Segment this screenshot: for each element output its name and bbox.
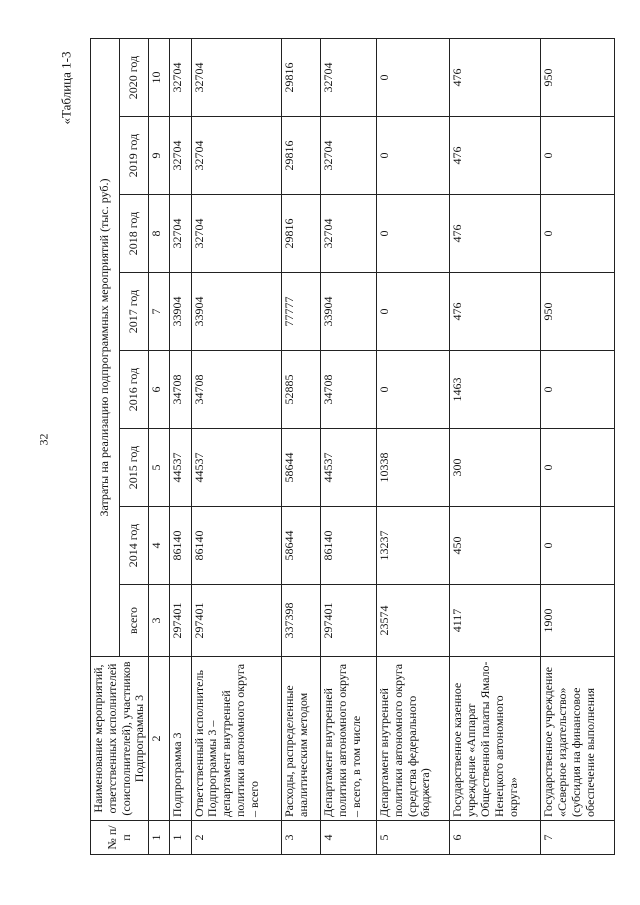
cell-2015: 300 bbox=[450, 429, 541, 507]
cell-2015: 44537 bbox=[191, 429, 282, 507]
cell-2019: 0 bbox=[376, 117, 449, 195]
rotated-table-container bbox=[90, 39, 597, 855]
cell-2016: 1463 bbox=[450, 351, 541, 429]
header-year: 2015 год bbox=[120, 429, 149, 507]
header-year: 2019 год bbox=[120, 117, 149, 195]
index-cell: 3 bbox=[149, 585, 170, 657]
cell-2014: 13237 bbox=[376, 507, 449, 585]
header-no: № п/п bbox=[91, 821, 149, 855]
cell-total: 337398 bbox=[282, 585, 321, 657]
cell-2020: 0 bbox=[376, 39, 449, 117]
cell-2018: 29816 bbox=[282, 195, 321, 273]
cell-total: 297401 bbox=[191, 585, 282, 657]
header-year: 2018 год bbox=[120, 195, 149, 273]
index-cell: 2 bbox=[149, 657, 170, 821]
cell-2014: 0 bbox=[541, 507, 614, 585]
cell-2018: 32704 bbox=[170, 195, 191, 273]
row-name: Государственное учреждение «Северное издательство» (субсидия на финансовое обеспечение выполнения bbox=[541, 657, 614, 821]
row-no: 2 bbox=[191, 821, 282, 855]
header-name: Наименование мероприятий, ответственных исполнителей (соисполнителей), участников Подпрограммы 3 bbox=[91, 657, 149, 821]
cell-2019: 476 bbox=[450, 117, 541, 195]
cell-2017: 33904 bbox=[170, 273, 191, 351]
index-cell: 7 bbox=[149, 273, 170, 351]
row-name: Подпрограмма 3 bbox=[170, 657, 191, 821]
index-cell: 8 bbox=[149, 195, 170, 273]
cell-2016: 34708 bbox=[191, 351, 282, 429]
cell-2015: 0 bbox=[541, 429, 614, 507]
cell-2019: 32704 bbox=[191, 117, 282, 195]
index-cell: 1 bbox=[149, 821, 170, 855]
header-year: 2014 год bbox=[120, 507, 149, 585]
cell-2020: 29816 bbox=[282, 39, 321, 117]
cell-2017: 33904 bbox=[320, 273, 376, 351]
cell-2015: 58644 bbox=[282, 429, 321, 507]
table-row bbox=[450, 39, 541, 855]
cell-2016: 52885 bbox=[282, 351, 321, 429]
cell-2020: 32704 bbox=[320, 39, 376, 117]
header-total: всего bbox=[120, 585, 149, 657]
cell-2014: 86140 bbox=[320, 507, 376, 585]
row-name: Департамент внутренней политики автономного округа (средства федерального бюджета) bbox=[376, 657, 449, 821]
row-no: 4 bbox=[320, 821, 376, 855]
table-row bbox=[376, 39, 449, 855]
cell-2020: 950 bbox=[541, 39, 614, 117]
cell-total: 297401 bbox=[170, 585, 191, 657]
cell-2016: 0 bbox=[541, 351, 614, 429]
cell-2020: 476 bbox=[450, 39, 541, 117]
table-row bbox=[191, 39, 282, 855]
cell-2020: 32704 bbox=[191, 39, 282, 117]
table-row bbox=[320, 39, 376, 855]
row-no: 6 bbox=[450, 821, 541, 855]
header-row-1 bbox=[91, 39, 120, 855]
cell-total: 297401 bbox=[320, 585, 376, 657]
header-year: 2020 год bbox=[120, 39, 149, 117]
table-row bbox=[170, 39, 191, 855]
cell-2018: 32704 bbox=[320, 195, 376, 273]
cell-2015: 44537 bbox=[320, 429, 376, 507]
index-cell: 4 bbox=[149, 507, 170, 585]
cell-2020: 32704 bbox=[170, 39, 191, 117]
cell-2014: 58644 bbox=[282, 507, 321, 585]
cell-2019: 29816 bbox=[282, 117, 321, 195]
cell-2019: 0 bbox=[541, 117, 614, 195]
cell-2018: 0 bbox=[376, 195, 449, 273]
header-costs-group: Затраты на реализацию подпрограммных мероприятий (тыс. руб.) bbox=[91, 39, 120, 657]
row-name: Ответственный исполнитель Подпрограммы 3 – департамент внутренней политики автономного округа – всего bbox=[191, 657, 282, 821]
cell-2015: 44537 bbox=[170, 429, 191, 507]
cell-2014: 450 bbox=[450, 507, 541, 585]
page-number: 32 bbox=[36, 433, 51, 446]
cell-2018: 32704 bbox=[191, 195, 282, 273]
row-no: 5 bbox=[376, 821, 449, 855]
cell-2018: 476 bbox=[450, 195, 541, 273]
table-label: «Таблица 1-3 bbox=[58, 51, 74, 125]
index-cell: 5 bbox=[149, 429, 170, 507]
cell-2017: 0 bbox=[376, 273, 449, 351]
cell-2017: 950 bbox=[541, 273, 614, 351]
cell-2019: 32704 bbox=[320, 117, 376, 195]
cell-2016: 34708 bbox=[170, 351, 191, 429]
cell-2017: 77777 bbox=[282, 273, 321, 351]
cell-2018: 0 bbox=[541, 195, 614, 273]
index-cell: 9 bbox=[149, 117, 170, 195]
table-row bbox=[541, 39, 614, 855]
index-cell: 10 bbox=[149, 39, 170, 117]
cell-total: 1900 bbox=[541, 585, 614, 657]
row-no: 3 bbox=[282, 821, 321, 855]
cell-total: 23574 bbox=[376, 585, 449, 657]
cell-2014: 86140 bbox=[191, 507, 282, 585]
row-name: Расходы, распределенные аналитическим методом bbox=[282, 657, 321, 821]
column-index-row bbox=[149, 39, 170, 855]
row-name: Департамент внутренней политики автономного округа – всего, в том числе bbox=[320, 657, 376, 821]
cell-2016: 34708 bbox=[320, 351, 376, 429]
header-year: 2016 год bbox=[120, 351, 149, 429]
header-year: 2017 год bbox=[120, 273, 149, 351]
row-name: Государственное казенное учреждение «Аппарат Общественной палаты Ямало-Ненецкого автономного округа» bbox=[450, 657, 541, 821]
index-cell: 6 bbox=[149, 351, 170, 429]
cell-2017: 476 bbox=[450, 273, 541, 351]
cell-2016: 0 bbox=[376, 351, 449, 429]
row-no: 7 bbox=[541, 821, 614, 855]
cell-2014: 86140 bbox=[170, 507, 191, 585]
table-row bbox=[282, 39, 321, 855]
cell-2019: 32704 bbox=[170, 117, 191, 195]
cell-2015: 10338 bbox=[376, 429, 449, 507]
row-no: 1 bbox=[170, 821, 191, 855]
cell-2017: 33904 bbox=[191, 273, 282, 351]
cell-total: 4117 bbox=[450, 585, 541, 657]
expenditure-table bbox=[90, 38, 615, 855]
